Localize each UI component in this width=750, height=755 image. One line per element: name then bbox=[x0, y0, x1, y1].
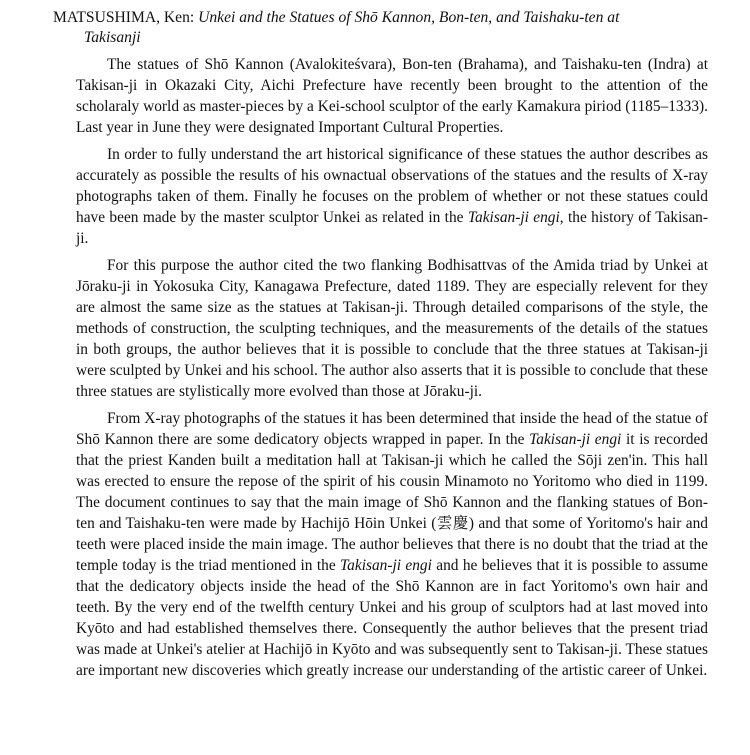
paragraph-4-text-b: it is recorded that the priest Kanden built a meditation hall at Takisan-ji which he called the Sōji zen'in. This hall was erected to ensure the repose of the spirit of his cousin Minamoto no Yoritomo who died in 1199. The document continues to say that the main image of Shō Kannon and the flanking statues of Bon-ten and Taishaku-ten were made by Hachijō Hōin Unkei (雲慶) and that some of Yoritomo's hair and teeth were placed inside the main image. The author believes that there is no doubt that the triad at the temple today is the triad mentioned in the bbox=[76, 431, 708, 574]
paragraph-4 bbox=[53, 408, 708, 681]
paragraph-4-text-a: From X-ray photographs of the statues it has been determined that inside the head of the statue of Shō Kannon there are some dedicatory objects wrapped in paper. In the bbox=[76, 410, 708, 448]
paragraph-1: The statues of Shō Kannon (Avalokiteśvara), Bon-ten (Brahama), and Taishaku-ten (Indra) at Takisan-ji in Okazaki City, Aichi Prefecture have recently been brought to the attention of the scholaraly world as master-pieces by a Kei-school sculptor of the early Kamakura piriod (1185–1333). Last year in June they were designated Important Cultural Properties. bbox=[76, 56, 708, 136]
article-heading bbox=[53, 8, 708, 48]
paragraph-2-text-b: , the history of Takisan-ji. bbox=[76, 209, 708, 247]
engi-title-ref: Takisan-ji engi bbox=[467, 209, 560, 226]
paragraph-4-text-c: and he believes that it is possible to assume that the dedicatory objects inside the head of the Shō Kannon are in fact Yoritomo's own hair and teeth. By the very end of the twelfth century Unkei and his group of sculptors had at last moved into Kyōto and had established themselves there. Consequently the author believes that the present triad was made at Unkei's atelier at Hachijō in Kyōto and was subsequently sent to Takisan-ji. These statues are important new discoveries which greatly increase our understanding of the artistic career of Unkei. bbox=[76, 557, 708, 679]
paragraph-2-text-a: In order to fully understand the art historical significance of these statues the author describes as accurately as possible the results of his ownactual observations of the statues and the results of X-ray photographs taken of them. Finally he focuses on the problem of whether or not these statues could have been made by the master sculptor Unkei as related in the bbox=[76, 146, 708, 226]
paragraph-2 bbox=[53, 144, 708, 249]
author-name: MATSUSHIMA, Ken: bbox=[53, 9, 195, 26]
article-title: Unkei and the Statues of Shō Kannon, Bon-ten, and Taishaku-ten at bbox=[198, 9, 620, 26]
engi-title-ref: Takisan-ji engi bbox=[529, 431, 622, 448]
paragraph-3: For this purpose the author cited the two flanking Bodhisattvas of the Amida triad by Unkei at Jōraku-ji in Yokosuka City, Kanagawa Prefecture, dated 1189. They are especially relevent for they are almost the same size as the statues at Takisan-ji. Through detailed comparisons of the style, the methods of construction, the sculpting techniques, and the measurements of the details of the statues in both groups, the author believes that it is possible to conclude that the three statues at Takisan-ji were sculpted by Unkei and his school. The author also asserts that it is possible to conclude that these three statues are stylistically more evolved than those at Jōraku-ji. bbox=[76, 257, 708, 400]
engi-title-ref: Takisan-ji engi bbox=[340, 557, 432, 574]
article-title-continued: Takisanji bbox=[84, 29, 141, 46]
